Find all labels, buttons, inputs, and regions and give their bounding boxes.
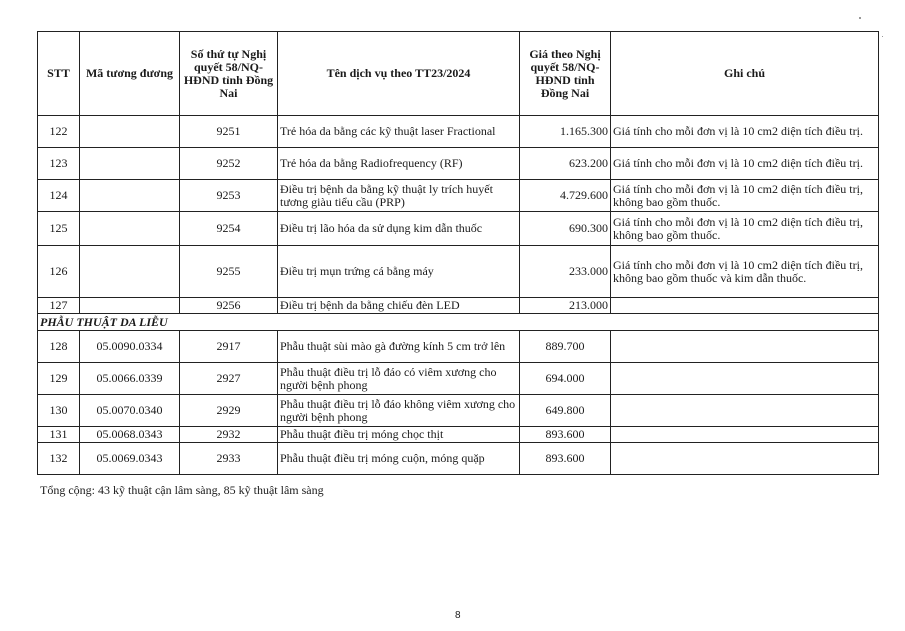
table-row bbox=[38, 298, 879, 314]
cell-service: Phẫu thuật điều trị móng chọc thịt bbox=[278, 427, 520, 443]
cell-note: Giá tính cho mỗi đơn vị là 10 cm2 diện tích điều trị, không bao gồm thuốc. bbox=[611, 212, 879, 246]
cell-stt: 126 bbox=[38, 246, 80, 298]
cell-note bbox=[611, 427, 879, 443]
cell-order: 2917 bbox=[180, 331, 278, 363]
cell-note bbox=[611, 443, 879, 475]
section-row bbox=[38, 314, 879, 331]
cell-stt: 129 bbox=[38, 363, 80, 395]
table-row bbox=[38, 246, 879, 298]
cell-note bbox=[611, 363, 879, 395]
table-row bbox=[38, 443, 879, 475]
cell-order: 2933 bbox=[180, 443, 278, 475]
cell-service: Điều trị lão hóa da sử dụng kim dẫn thuốc bbox=[278, 212, 520, 246]
cell-price: 690.300 bbox=[520, 212, 611, 246]
total-summary: Tổng cộng: 43 kỹ thuật cận lâm sàng, 85 kỹ thuật lâm sàng bbox=[40, 483, 324, 497]
cell-price: 1.165.300 bbox=[520, 116, 611, 148]
cell-service: Phẫu thuật sùi mào gà đường kính 5 cm trở lên bbox=[278, 331, 520, 363]
cell-stt: 132 bbox=[38, 443, 80, 475]
cell-price: 893.600 bbox=[520, 427, 611, 443]
cell-stt: 123 bbox=[38, 148, 80, 180]
section-title: PHẪU THUẬT DA LIỄU bbox=[38, 314, 879, 331]
cell-note bbox=[611, 331, 879, 363]
cell-service: Phẫu thuật điều trị lỗ đáo có viêm xương cho người bệnh phong bbox=[278, 363, 520, 395]
cell-stt: 125 bbox=[38, 212, 80, 246]
cell-order: 9254 bbox=[180, 212, 278, 246]
cell-service: Điều trị bệnh da bằng chiếu đèn LED bbox=[278, 298, 520, 314]
cell-stt: 124 bbox=[38, 180, 80, 212]
cell-code: 05.0090.0334 bbox=[80, 331, 180, 363]
cell-price: 213.000 bbox=[520, 298, 611, 314]
cell-price: 233.000 bbox=[520, 246, 611, 298]
cell-service: Trẻ hóa da bằng Radiofrequency (RF) bbox=[278, 148, 520, 180]
cell-code bbox=[80, 246, 180, 298]
cell-service: Trẻ hóa da bằng các kỹ thuật laser Fractional bbox=[278, 116, 520, 148]
table-header-row bbox=[38, 32, 879, 116]
table-row bbox=[38, 180, 879, 212]
cell-code: 05.0066.0339 bbox=[80, 363, 180, 395]
header-price: Giá theo Nghị quyết 58/NQ-HĐND tỉnh Đồng Nai bbox=[520, 32, 611, 116]
cell-note: Giá tính cho mỗi đơn vị là 10 cm2 diện tích điều trị. bbox=[611, 116, 879, 148]
table-row bbox=[38, 331, 879, 363]
price-table bbox=[37, 31, 879, 475]
cell-order: 9256 bbox=[180, 298, 278, 314]
cell-note: Giá tính cho mỗi đơn vị là 10 cm2 diện tích điều trị, không bao gồm thuốc. bbox=[611, 180, 879, 212]
cell-code bbox=[80, 298, 180, 314]
cell-stt: 127 bbox=[38, 298, 80, 314]
cell-code bbox=[80, 148, 180, 180]
scan-speck bbox=[882, 36, 883, 37]
cell-price: 694.000 bbox=[520, 363, 611, 395]
cell-service: Điều trị mụn trứng cá bằng máy bbox=[278, 246, 520, 298]
cell-note bbox=[611, 395, 879, 427]
header-stt: STT bbox=[38, 32, 80, 116]
table-row bbox=[38, 427, 879, 443]
cell-code bbox=[80, 212, 180, 246]
cell-service: Phẫu thuật điều trị móng cuộn, móng quặp bbox=[278, 443, 520, 475]
cell-price: 649.800 bbox=[520, 395, 611, 427]
table-row bbox=[38, 395, 879, 427]
cell-order: 2932 bbox=[180, 427, 278, 443]
cell-order: 9252 bbox=[180, 148, 278, 180]
cell-note bbox=[611, 298, 879, 314]
cell-stt: 130 bbox=[38, 395, 80, 427]
page-number: 8 bbox=[455, 610, 461, 621]
cell-price: 893.600 bbox=[520, 443, 611, 475]
cell-order: 2927 bbox=[180, 363, 278, 395]
cell-code bbox=[80, 180, 180, 212]
cell-note: Giá tính cho mỗi đơn vị là 10 cm2 diện tích điều trị, không bao gồm thuốc và kim dẫn thuốc. bbox=[611, 246, 879, 298]
header-order: Số thứ tự Nghị quyết 58/NQ-HĐND tỉnh Đồng Nai bbox=[180, 32, 278, 116]
header-service: Tên dịch vụ theo TT23/2024 bbox=[278, 32, 520, 116]
cell-price: 4.729.600 bbox=[520, 180, 611, 212]
cell-stt: 128 bbox=[38, 331, 80, 363]
cell-code: 05.0069.0343 bbox=[80, 443, 180, 475]
cell-code bbox=[80, 116, 180, 148]
cell-order: 2929 bbox=[180, 395, 278, 427]
header-note: Ghi chú bbox=[611, 32, 879, 116]
header-code: Mã tương đương bbox=[80, 32, 180, 116]
table-row bbox=[38, 148, 879, 180]
cell-price: 623.200 bbox=[520, 148, 611, 180]
cell-service: Điều trị bệnh da bằng kỹ thuật ly trích huyết tương giàu tiểu cầu (PRP) bbox=[278, 180, 520, 212]
cell-stt: 122 bbox=[38, 116, 80, 148]
scan-speck bbox=[859, 17, 861, 19]
cell-code: 05.0070.0340 bbox=[80, 395, 180, 427]
table-row bbox=[38, 116, 879, 148]
cell-service: Phẫu thuật điều trị lỗ đáo không viêm xương cho người bệnh phong bbox=[278, 395, 520, 427]
cell-code: 05.0068.0343 bbox=[80, 427, 180, 443]
table-row bbox=[38, 212, 879, 246]
cell-order: 9253 bbox=[180, 180, 278, 212]
cell-order: 9255 bbox=[180, 246, 278, 298]
cell-stt: 131 bbox=[38, 427, 80, 443]
cell-order: 9251 bbox=[180, 116, 278, 148]
cell-note: Giá tính cho mỗi đơn vị là 10 cm2 diện tích điều trị. bbox=[611, 148, 879, 180]
cell-price: 889.700 bbox=[520, 331, 611, 363]
table-row bbox=[38, 363, 879, 395]
